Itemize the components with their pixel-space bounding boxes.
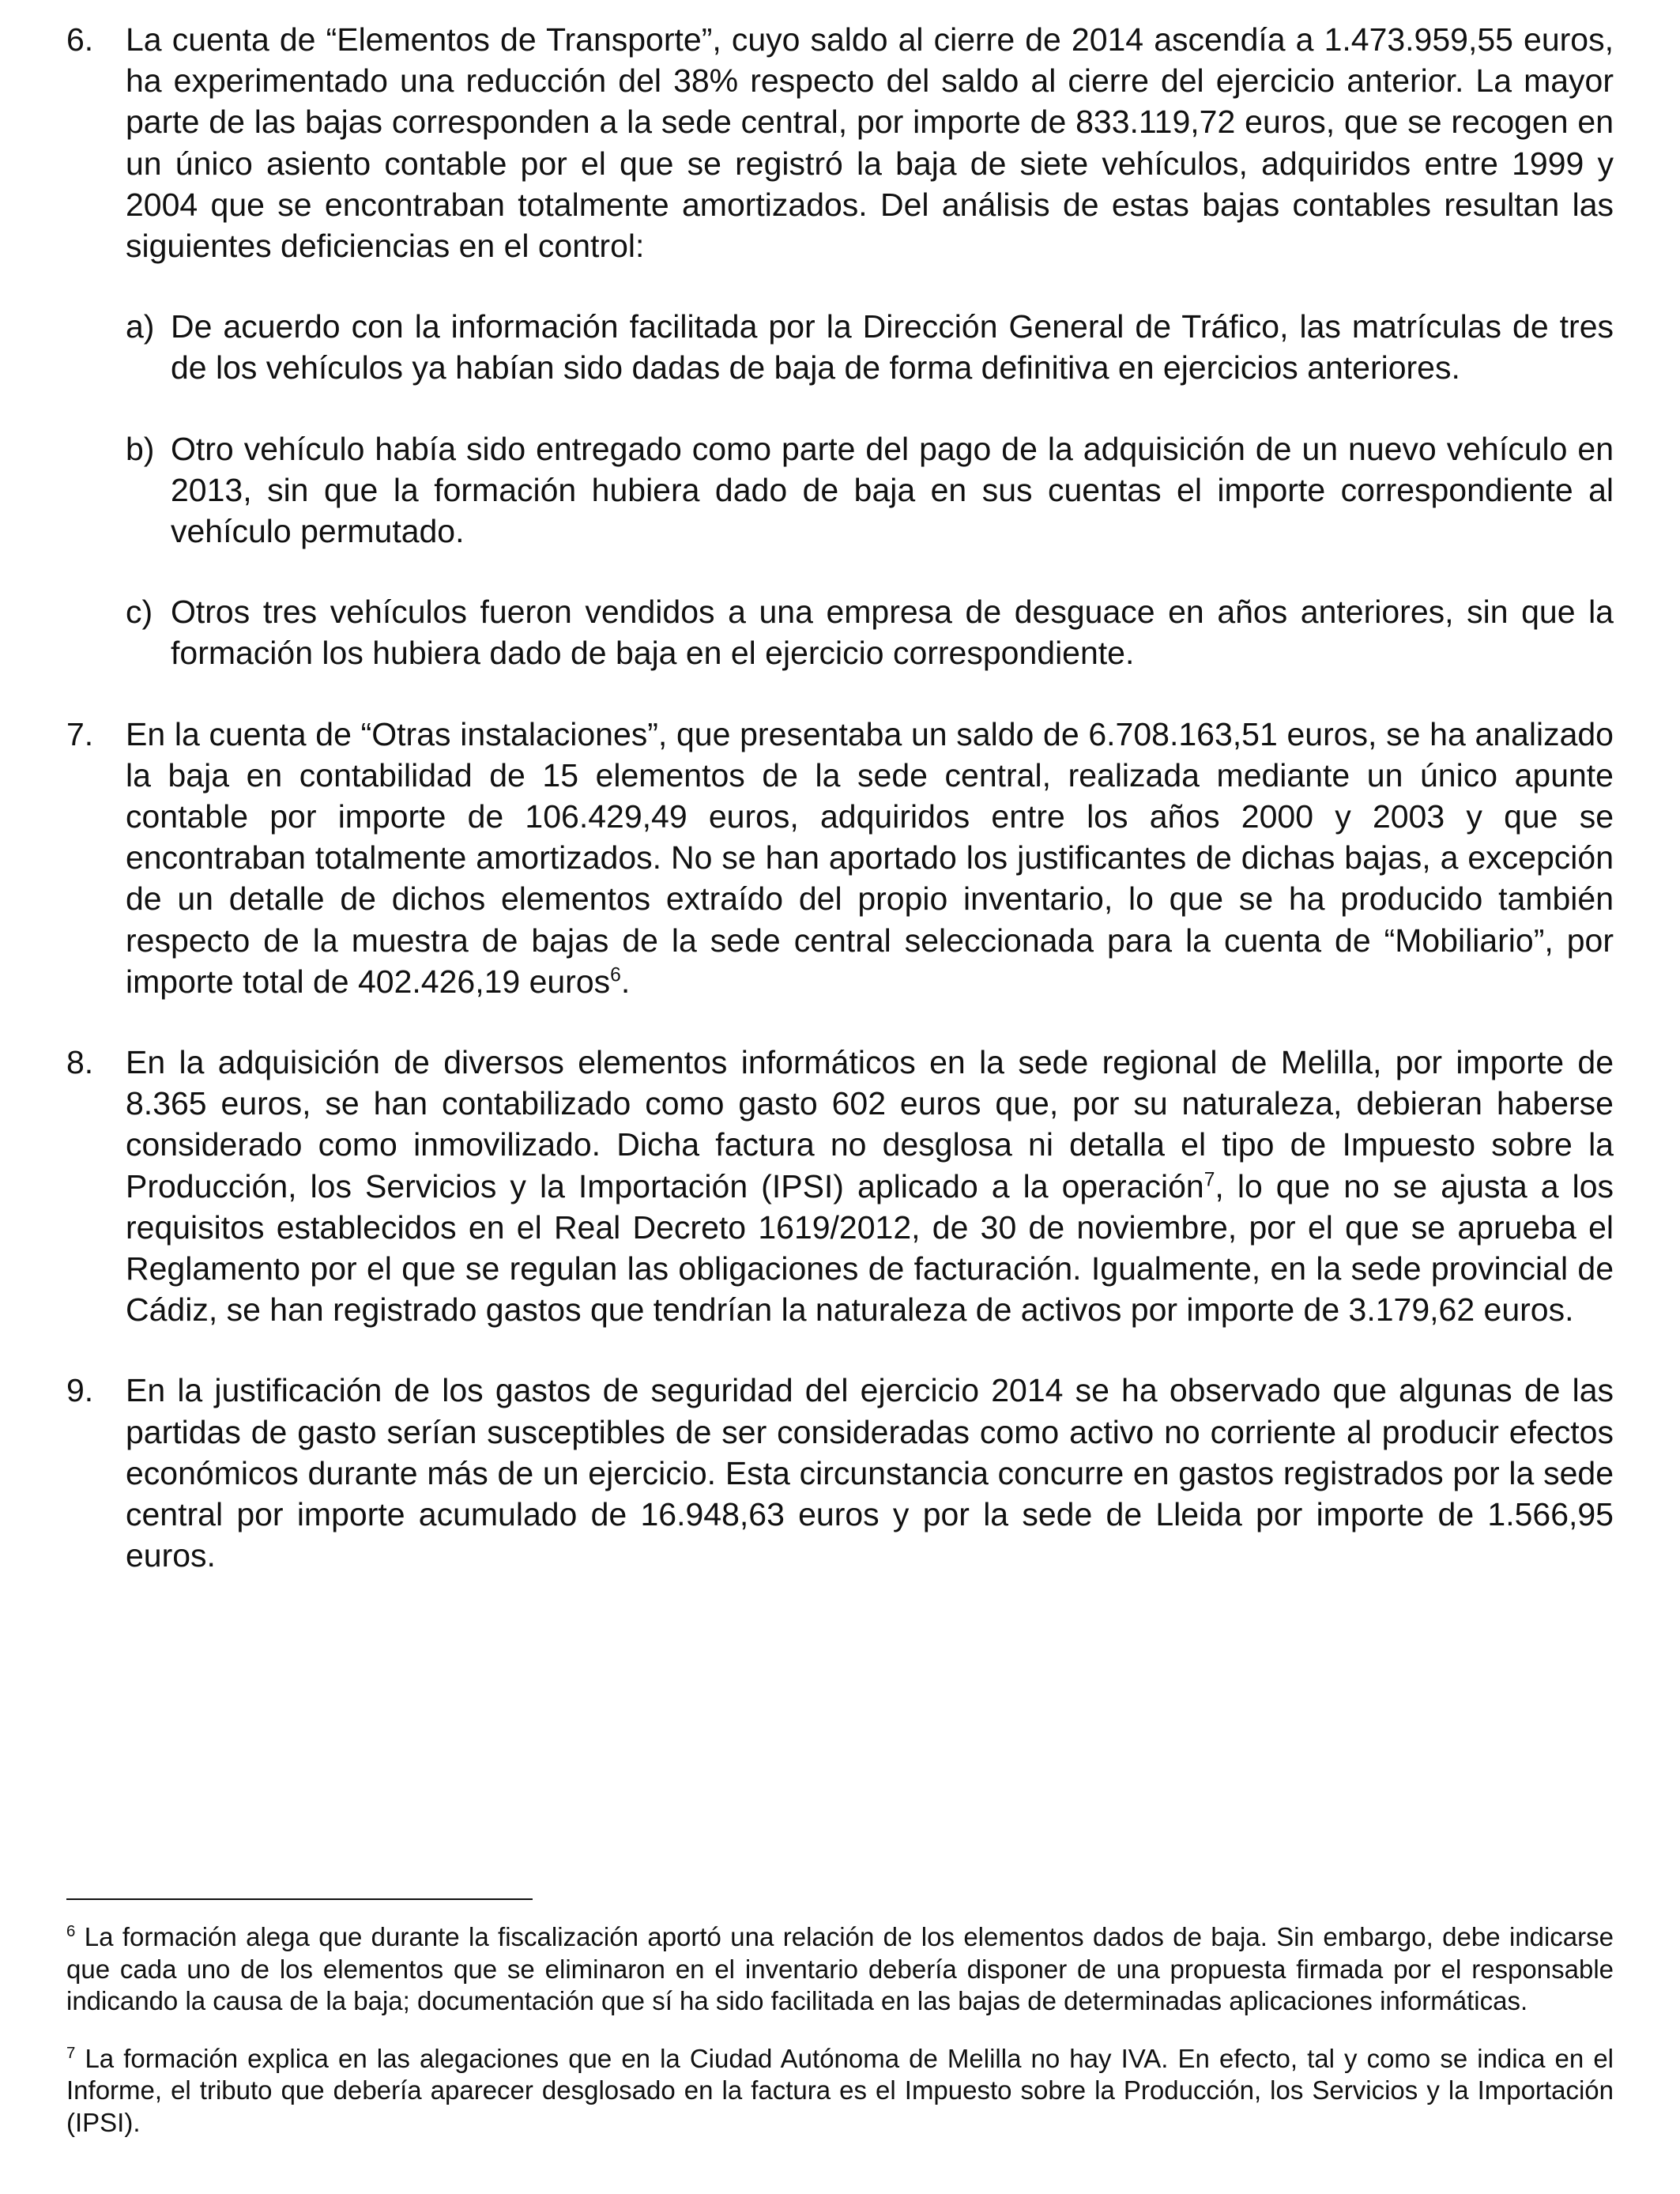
- footnote-ref-7[interactable]: 7: [1203, 1169, 1215, 1191]
- sublist-item-a: [126, 306, 1614, 388]
- item-number: 9.: [66, 1372, 94, 1409]
- sublist-item-c: [126, 591, 1614, 673]
- item-text: En la cuenta de “Otras instalaciones”, que presentaba un saldo de 6.708.163,51 euros, se ha analizado la baja en contabilidad de 15 elementos de la sede central, realizada mediante un único apunte contable por importe de 106.429,49 euros, adquiridos entre los años 2000 y 2003 y que se encontraban totalmente amortizados. No se han aportado los justificantes de dichas bajas, a excepción de un detalle de dichos elementos extraído del propio inventario, lo que se ha producido también respecto de la muestra de bajas de la sede central seleccionada para la cuenta de “Mobiliario”, por importe total de 402.426,19 euros: [126, 715, 1614, 1000]
- subitem-label: c): [126, 594, 153, 631]
- footnote-ref-6[interactable]: 6: [610, 964, 621, 986]
- footnote-7: [66, 2043, 1614, 2139]
- footnote-text: La formación alega que durante la fiscalización aportó una relación de los elementos dados de baja. Sin embargo, debe indicarse que cada uno de los elementos que se eliminaron en el inventario debería disponer de una propuesta firmada por el responsable indicando la causa de la baja; documentación que sí ha sido facilitada en las bajas de determinadas aplicaciones informáticas.: [66, 1922, 1614, 2015]
- item-paragraph: [126, 1042, 1614, 1330]
- subitem-label: b): [126, 430, 155, 467]
- item-text-after: .: [620, 963, 631, 1000]
- item-paragraph: En la justificación de los gastos de seguridad del ejercicio 2014 se ha observado que algunas de las partidas de gasto serían susceptibles de ser consideradas como activo no corriente al producir efectos económicos durante más de un ejercicio. Esta circunstancia concurre en gastos registrados por la sede central por importe acumulado de 16.948,63 euros y por la sede de Lleida por importe de 1.566,95 euros.: [126, 1372, 1614, 1574]
- footnote-mark: 6: [66, 1922, 76, 1940]
- sublist: [126, 306, 1614, 673]
- footnotes: [66, 1921, 1614, 2139]
- main-text: [66, 19, 1614, 1577]
- item-text: En la adquisición de diversos elementos informáticos en la sede regional de Melilla, por importe de 8.365 euros, se han contabilizado como gasto 602 euros que, por su naturaleza, debieran haberse considerado como inmovilizado. Dicha factura no desglosa ni detalla el tipo de Impuesto sobre la Producción, los Servicios y la Importación (IPSI) aplicado a la operación: [126, 1044, 1614, 1204]
- list-item-7: [66, 714, 1614, 1002]
- list-item-6: [66, 19, 1614, 674]
- subitem-paragraph: Otros tres vehículos fueron vendidos a una empresa de desguace en años anteriores, sin que la formación los hubiera dado de baja en el ejercicio correspondiente.: [171, 594, 1614, 672]
- footnote-6: [66, 1921, 1614, 2018]
- list-item-9: [66, 1370, 1614, 1576]
- subitem-label: a): [126, 308, 155, 345]
- sublist-item-b: [126, 428, 1614, 552]
- footnote-mark: 7: [66, 2043, 76, 2062]
- item-paragraph: La cuenta de “Elementos de Transporte”, cuyo saldo al cierre de 2014 ascendía a 1.473.959,55 euros, ha experimentado una reducción del 38% respecto del saldo al cierre del ejercicio anterior. La mayor parte de las bajas corresponden a la sede central, por importe de 833.119,72 euros, que se recogen en un único asiento contable por el que se registró la baja de siete vehículos, adquiridos entre 1999 y 2004 que se encontraban totalmente amortizados. Del análisis de estas bajas contables resultan las siguientes deficiencias en el control:: [126, 21, 1614, 265]
- item-paragraph: [126, 714, 1614, 1002]
- item-text-after: , lo que no se ajusta a los requisitos establecidos en el Real Decreto 1619/2012, de 30 de noviembre, por el que se aprueba el Reglamento por el que se regulan las obligaciones de facturación. Igualmente, en la sede provincial de Cádiz, se han registrado gastos que tendrían la naturaleza de activos por importe de 3.179,62 euros.: [126, 1167, 1614, 1329]
- footnote-text: La formación explica en las alegaciones que en la Ciudad Autónoma de Melilla no hay IVA. En efecto, tal y como se indica en el Informe, el tributo que debería aparecer desglosado en la factura es el Impuesto sobre la Producción, los Servicios y la Importación (IPSI).: [66, 2043, 1614, 2137]
- item-number: 8.: [66, 1044, 94, 1081]
- subitem-paragraph: De acuerdo con la información facilitada por la Dirección General de Tráfico, las matrículas de tres de los vehículos ya habían sido dadas de baja de forma definitiva en ejercicios anteriores.: [171, 308, 1614, 386]
- list-item-8: [66, 1042, 1614, 1330]
- item-number: 7.: [66, 715, 94, 752]
- footnote-separator: [66, 1898, 533, 1900]
- item-number: 6.: [66, 21, 94, 58]
- subitem-paragraph: Otro vehículo había sido entregado como parte del pago de la adquisición de un nuevo vehículo en 2013, sin que la formación hubiera dado de baja en sus cuentas el importe correspondiente al vehículo permutado.: [171, 430, 1614, 550]
